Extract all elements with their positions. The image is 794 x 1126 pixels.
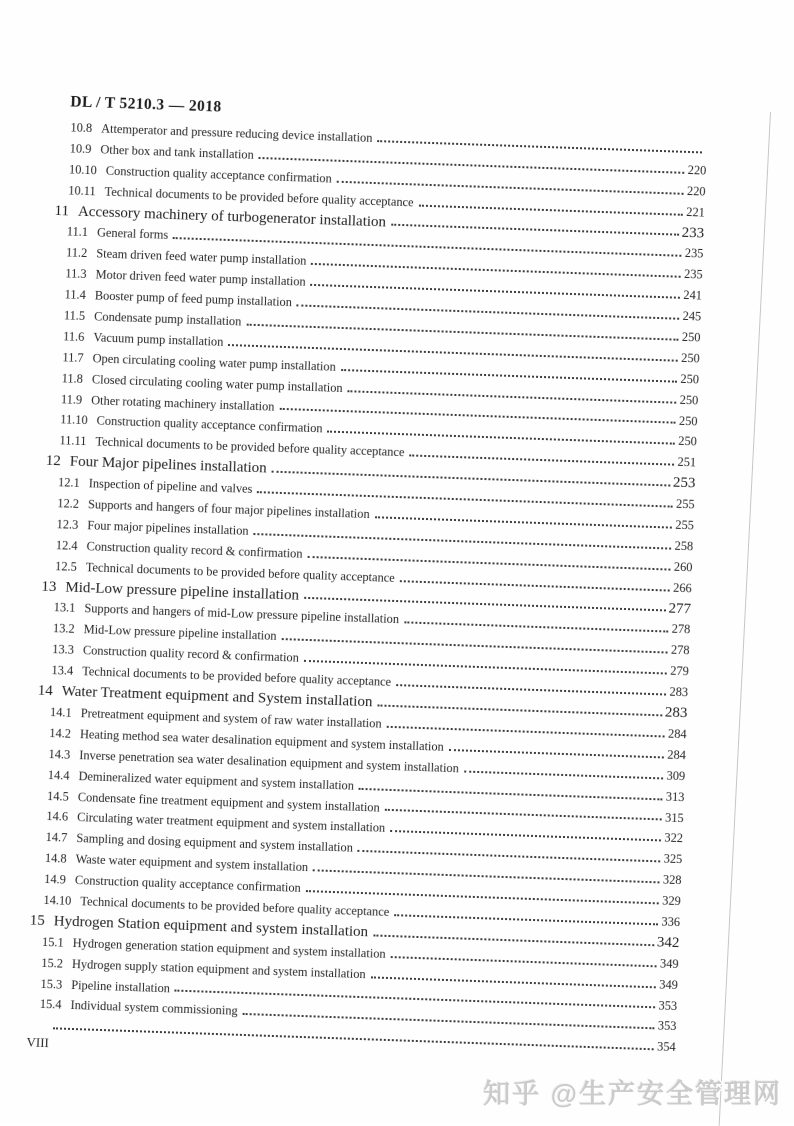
toc-entry-label: Condensate pump installation bbox=[94, 306, 242, 332]
toc-entry-label: Technical documents to be provided before quality acceptance bbox=[80, 891, 390, 923]
toc-entry-label: Inverse penetration sea water desalination equipment and system installation bbox=[79, 745, 459, 779]
toc-entry-page: 315 bbox=[665, 807, 684, 829]
toc-entry-page: 322 bbox=[664, 828, 683, 850]
toc-entry-label: Inspection of pipeline and valves bbox=[88, 473, 252, 500]
toc-entry-label: Construction quality record & confirmation bbox=[86, 536, 303, 564]
toc-entry-page: 353 bbox=[657, 1016, 676, 1038]
toc-entry-page: 313 bbox=[666, 786, 685, 808]
toc-entry-number: 11.10 bbox=[60, 410, 88, 432]
toc-entry-page: 260 bbox=[674, 557, 693, 579]
toc-entry-label: Attemperator and pressure reducing device installation bbox=[101, 118, 373, 148]
toc-entry-label: Water Treatment equipment and System installation bbox=[61, 681, 372, 713]
toc-entry-number: 11.7 bbox=[62, 347, 84, 369]
toc-entry-page: 245 bbox=[682, 306, 701, 328]
toc-entry-page: 258 bbox=[674, 536, 693, 558]
toc-entry-number: 11.1 bbox=[66, 222, 88, 244]
toc-entry-number: 11.8 bbox=[61, 368, 83, 390]
toc-entry-label: Technical documents to be provided before quality acceptance bbox=[95, 432, 405, 464]
toc-entry-label: Hydrogen supply station equipment and system installation bbox=[72, 954, 366, 985]
toc-entry-label: Individual system commissioning bbox=[70, 995, 238, 1022]
toc-entry-number: 14.7 bbox=[45, 827, 67, 849]
toc-entry-number: 12.2 bbox=[57, 493, 79, 515]
toc-entry-label: Hydrogen generation station equipment and system installation bbox=[72, 933, 386, 965]
toc-entry-number: 15.4 bbox=[39, 994, 61, 1016]
toc-entry-label: Accessory machinery of turbogenerator installation bbox=[78, 201, 387, 233]
toc-entry-page: 220 bbox=[687, 160, 706, 182]
toc-entry-number: 14.6 bbox=[46, 806, 68, 828]
toc-entry-label: Open circulating cooling water pump installation bbox=[92, 348, 336, 377]
dotted-leader bbox=[449, 749, 665, 759]
toc-entry-label: Four Major pipelines installation bbox=[69, 452, 267, 480]
toc-entry-page: 250 bbox=[678, 431, 697, 453]
toc-entry-number: 14.3 bbox=[48, 744, 70, 766]
footer-page-number: VIII bbox=[26, 1035, 49, 1052]
toc-entry-page: 255 bbox=[675, 515, 694, 537]
toc-entry-page: 277 bbox=[668, 598, 691, 620]
toc-entry-label: Motor driven feed water pump installation bbox=[95, 265, 306, 293]
toc-entry-number: 12.4 bbox=[55, 535, 77, 557]
toc-entry-page: 284 bbox=[668, 724, 687, 746]
toc-entry-number: 11.2 bbox=[66, 243, 88, 265]
toc-entry-label: Condensate fine treatment equipment and system installation bbox=[77, 787, 380, 818]
dotted-leader bbox=[464, 770, 664, 779]
toc-entry-page: 253 bbox=[673, 473, 696, 495]
toc-entry-label: Supports and hangers of four major pipelines installation bbox=[88, 494, 370, 525]
toc-entry-label: Technical documents to be provided before quality acceptance bbox=[82, 661, 392, 693]
toc-entry-page: 353 bbox=[658, 995, 677, 1017]
toc-entry-number: 12.3 bbox=[56, 514, 78, 536]
toc-entry-page: 250 bbox=[682, 327, 701, 349]
toc-entry-page: 235 bbox=[684, 264, 703, 286]
toc-entry-page: 349 bbox=[659, 974, 678, 996]
toc-entry-number: 14.10 bbox=[43, 890, 72, 912]
toc-entry-label: Mid-Low pressure pipeline installation bbox=[83, 620, 277, 648]
toc-entry-label: Steam driven feed water pump installation bbox=[96, 244, 307, 272]
toc-entry-page: 251 bbox=[677, 452, 696, 474]
toc-entry-page: 250 bbox=[679, 410, 698, 432]
toc-entry-label: Heating method sea water desalination equipment and system installation bbox=[80, 724, 445, 758]
toc-entry-label: Demineralized water equipment and system installation bbox=[78, 766, 354, 797]
toc-entry-label: Sampling and dosing equipment and system installation bbox=[76, 828, 353, 859]
toc-entry-number: 14.5 bbox=[47, 785, 69, 807]
toc-entry-page: 354 bbox=[657, 1037, 676, 1059]
toc-entry-page: 220 bbox=[687, 181, 706, 203]
toc-entry-number: 13.4 bbox=[51, 660, 73, 682]
toc-entry-number: 11.4 bbox=[64, 284, 86, 306]
toc-entry-page: 336 bbox=[661, 911, 680, 933]
toc-entry-label: Technical documents to be provided before quality acceptance bbox=[104, 181, 414, 213]
toc-entry-label: Mid-Low pressure pipeline installation bbox=[65, 577, 299, 606]
toc-entry-page: 329 bbox=[662, 891, 681, 913]
toc-entry-label: Construction quality acceptance confirmation bbox=[105, 160, 332, 189]
toc-entry-page: 255 bbox=[676, 494, 695, 516]
paper-edge-line bbox=[719, 112, 771, 1126]
toc-entry-label: Construction quality acceptance confirmation bbox=[96, 411, 323, 440]
toc-entry-page: 309 bbox=[666, 765, 685, 787]
toc-entry-page: 221 bbox=[686, 202, 705, 224]
toc-entry-label: Technical documents to be provided before quality acceptance bbox=[85, 557, 395, 589]
toc-entry-label: Pipeline installation bbox=[71, 974, 170, 998]
table-of-contents bbox=[26, 117, 708, 1058]
toc-entry-number: 15.2 bbox=[41, 953, 63, 975]
toc-entry-number: 15.1 bbox=[42, 932, 64, 954]
toc-entry-page: 278 bbox=[671, 619, 690, 641]
toc-entry-page: 279 bbox=[670, 661, 689, 683]
toc-entry-label: Vacuum pump installation bbox=[93, 327, 224, 352]
toc-entry-label: General forms bbox=[97, 223, 169, 246]
toc-entry-label: Closed circulating cooling water pump installation bbox=[92, 369, 343, 399]
toc-entry-label: Construction quality record & confirmation bbox=[83, 640, 300, 668]
toc-entry-page: 235 bbox=[684, 243, 703, 265]
toc-entry-page: 349 bbox=[660, 953, 679, 975]
toc-entry-number: 14.2 bbox=[49, 723, 71, 745]
toc-entry-number: 12 bbox=[45, 451, 61, 472]
toc-entry-number: 11.9 bbox=[61, 389, 83, 411]
toc-entry-page: 266 bbox=[673, 577, 692, 599]
toc-entry-page: 250 bbox=[679, 390, 698, 412]
toc-entry-label: Booster pump of feed pump installation bbox=[94, 285, 292, 313]
toc-entry-number: 13.3 bbox=[52, 639, 74, 661]
toc-entry-page: 241 bbox=[683, 285, 702, 307]
toc-entry-number: 10.10 bbox=[69, 159, 98, 181]
standard-code-header: DL / T 5210.3 — 2018 bbox=[70, 93, 708, 132]
toc-entry-page: 250 bbox=[680, 369, 699, 391]
toc-entry-page: 342 bbox=[657, 932, 680, 954]
toc-entry-number: 12.5 bbox=[55, 556, 77, 578]
toc-entry-number: 14.9 bbox=[44, 869, 66, 891]
toc-entry-label: Other box and tank installation bbox=[100, 139, 254, 165]
toc-entry-page: 250 bbox=[681, 348, 700, 370]
toc-entry-label: Other rotating machinery installation bbox=[91, 390, 275, 417]
toc-entry-label: Hydrogen Station equipment and system installation bbox=[53, 911, 368, 943]
toc-entry-number: 12.1 bbox=[58, 472, 80, 494]
toc-entry-page: 278 bbox=[671, 640, 690, 662]
toc-entry-number: 10.8 bbox=[70, 117, 92, 139]
toc-entry-number: 11.3 bbox=[65, 264, 87, 286]
toc-entry-page: 325 bbox=[663, 849, 682, 871]
toc-entry-number: 13.1 bbox=[53, 598, 75, 620]
toc-entry-label: Circulating water treatment equipment and system installation bbox=[77, 807, 386, 839]
toc-entry-number: 15.3 bbox=[40, 973, 62, 995]
toc-entry-label: Supports and hangers of mid-Low pressure pipeline installation bbox=[84, 599, 399, 631]
toc-entry-number: 11.5 bbox=[64, 305, 86, 327]
toc-entry-number: 14 bbox=[37, 681, 53, 702]
toc-entry-number: 11.6 bbox=[63, 326, 85, 348]
toc-entry-number: 11.11 bbox=[59, 431, 87, 453]
toc-entry-page: 328 bbox=[663, 870, 682, 892]
toc-entry-label: Four major pipelines installation bbox=[87, 515, 249, 542]
toc-entry-page: 283 bbox=[665, 703, 688, 725]
toc-entry-label: Construction quality acceptance confirmation bbox=[75, 870, 302, 899]
toc-entry-page: 284 bbox=[667, 744, 686, 766]
toc-entry-number: 10.9 bbox=[69, 138, 91, 160]
toc-entry-number: 13 bbox=[41, 576, 57, 597]
toc-entry-number: 11 bbox=[54, 200, 69, 221]
toc-entry-number: 13.2 bbox=[53, 618, 75, 640]
toc-entry-number: 14.4 bbox=[47, 765, 69, 787]
toc-entry-label: Pretreatment equipment and system of raw water installation bbox=[80, 703, 382, 734]
zhihu-watermark: 知乎 @生产安全管理网 bbox=[483, 1072, 782, 1111]
toc-entry-number: 15 bbox=[29, 910, 45, 931]
toc-entry-number: 14.8 bbox=[45, 848, 67, 870]
toc-entry-number: 14.1 bbox=[50, 702, 72, 724]
toc-entry-label: Waste water equipment and system installation bbox=[75, 849, 308, 878]
toc-entry-page: 233 bbox=[681, 222, 704, 244]
toc-entry-page: 283 bbox=[669, 682, 688, 704]
scan-content-block bbox=[26, 93, 709, 1058]
toc-entry-number: 10.11 bbox=[68, 180, 96, 202]
